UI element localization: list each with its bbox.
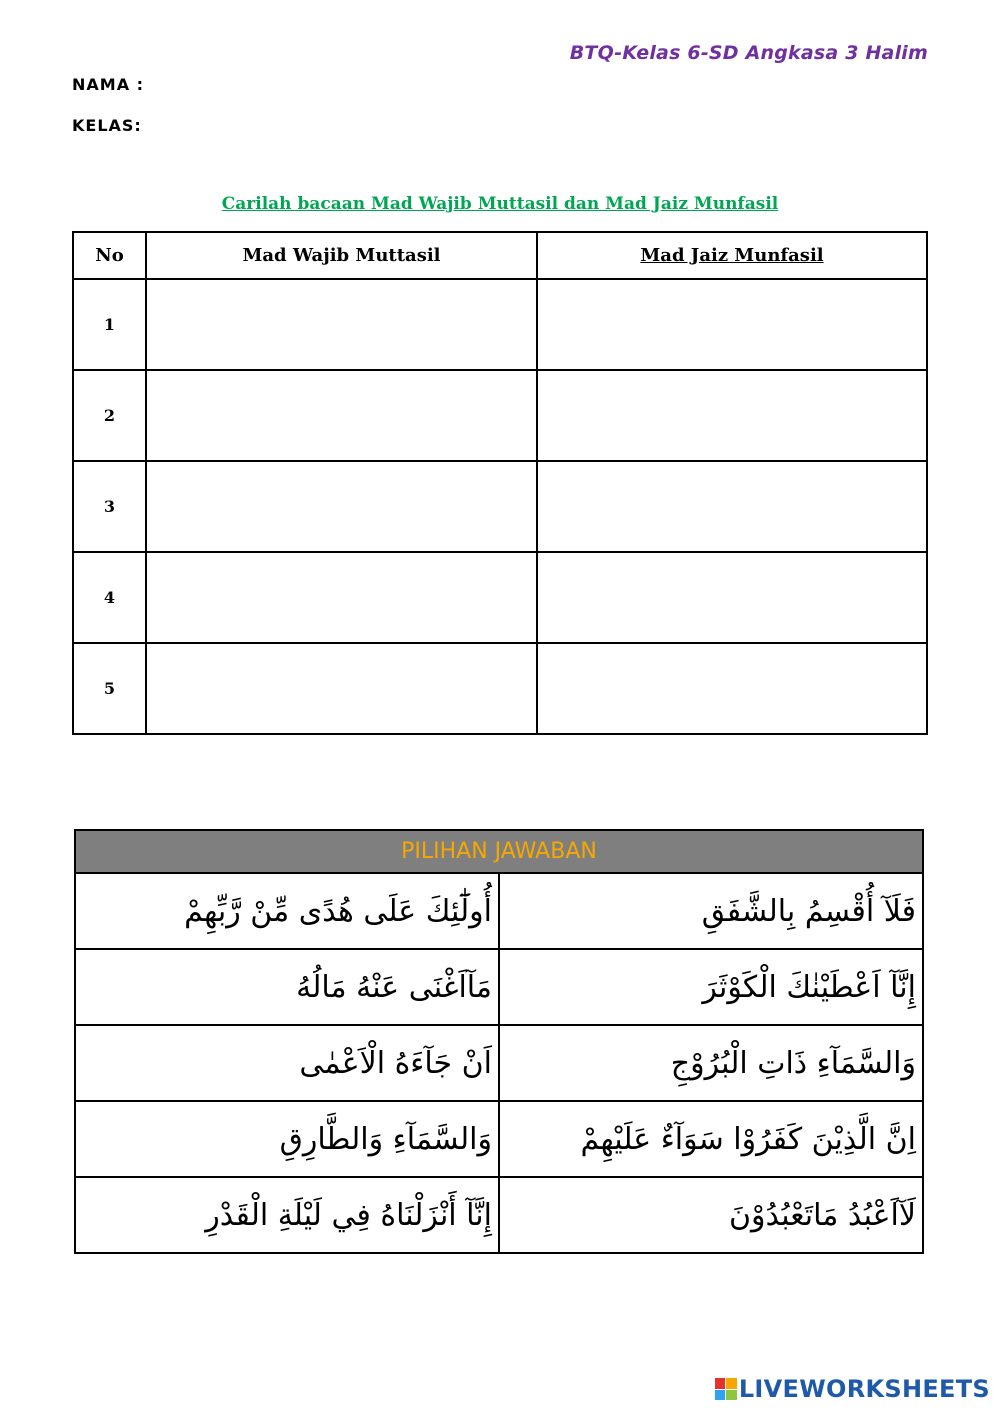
choice-item[interactable]: إِنَّآ أَنْزَلْنَاهُ فِي لَيْلَةِ الْقَدْرِ xyxy=(75,1177,499,1253)
answer-row xyxy=(73,643,927,734)
choice-item[interactable]: أُولَٰٓئِكَ عَلَى هُدًى مِّنْ رَّبِّهِمْ xyxy=(75,873,499,949)
choice-item[interactable]: اَنْ جَآءَهُ الْاَعْمٰى xyxy=(75,1025,499,1101)
answer-field-mad-jaiz-1[interactable] xyxy=(537,279,927,370)
kelas-label: KELAS: xyxy=(72,116,142,135)
logo-square-green xyxy=(726,1390,737,1401)
row-number: 2 xyxy=(73,370,146,461)
answer-field-mad-jaiz-2[interactable] xyxy=(537,370,927,461)
answer-field-mad-jaiz-3[interactable] xyxy=(537,461,927,552)
choice-item[interactable]: مَآاَغْنَى عَنْهُ مَالُهُ xyxy=(75,949,499,1025)
liveworksheets-logo xyxy=(715,1375,990,1403)
answer-field-mad-wajib-1[interactable] xyxy=(146,279,537,370)
choices-title: PILIHAN JAWABAN xyxy=(75,830,923,873)
choices-row xyxy=(75,873,923,949)
answer-field-mad-jaiz-5[interactable] xyxy=(537,643,927,734)
choices-row xyxy=(75,1025,923,1101)
answer-field-mad-jaiz-4[interactable] xyxy=(537,552,927,643)
choices-table xyxy=(74,829,924,1254)
answer-field-mad-wajib-5[interactable] xyxy=(146,643,537,734)
logo-square-red xyxy=(715,1378,726,1389)
row-number: 5 xyxy=(73,643,146,734)
choice-item[interactable]: وَالسَّمَآءِ وَالطَّارِقِ xyxy=(75,1101,499,1177)
header-no: No xyxy=(73,232,146,279)
row-number: 4 xyxy=(73,552,146,643)
answer-table-header xyxy=(73,232,927,279)
liveworksheets-logo-icon xyxy=(715,1378,737,1400)
answer-row xyxy=(73,370,927,461)
answer-table xyxy=(72,231,928,735)
header-mad-wajib: Mad Wajib Muttasil xyxy=(146,232,537,279)
choice-item[interactable]: لَآاَعْبُدُ مَاتَعْبُدُوْنَ xyxy=(499,1177,923,1253)
logo-square-blue xyxy=(715,1390,726,1401)
answer-field-mad-wajib-2[interactable] xyxy=(146,370,537,461)
choice-item[interactable]: إِنَّآ اَعْطَيْنٰكَ الْكَوْثَرَ xyxy=(499,949,923,1025)
choices-row xyxy=(75,949,923,1025)
instruction-text: Carilah bacaan Mad Wajib Muttasil dan Mad Jaiz Munfasil xyxy=(221,194,779,214)
answer-row xyxy=(73,552,927,643)
choices-row xyxy=(75,1177,923,1253)
choice-item[interactable]: فَلَآ أُقْسِمُ بِالشَّفَقِ xyxy=(499,873,923,949)
row-number: 3 xyxy=(73,461,146,552)
header-mad-jaiz: Mad Jaiz Munfasil xyxy=(537,232,927,279)
answer-field-mad-wajib-3[interactable] xyxy=(146,461,537,552)
choices-row xyxy=(75,1101,923,1177)
choice-item[interactable]: وَالسَّمَآءِ ذَاتِ الْبُرُوْجِ xyxy=(499,1025,923,1101)
answer-row xyxy=(73,279,927,370)
answer-field-mad-wajib-4[interactable] xyxy=(146,552,537,643)
logo-square-orange xyxy=(726,1378,737,1389)
worksheet-header-title: BTQ-Kelas 6-SD Angkasa 3 Halim xyxy=(569,42,928,64)
nama-label: NAMA : xyxy=(72,75,145,94)
answer-row xyxy=(73,461,927,552)
row-number: 1 xyxy=(73,279,146,370)
choice-item[interactable]: اِنَّ الَّذِيْنَ كَفَرُوْا سَوَآءٌ عَلَيْهِمْ xyxy=(499,1101,923,1177)
liveworksheets-logo-text: LIVEWORKSHEETS xyxy=(738,1375,990,1403)
